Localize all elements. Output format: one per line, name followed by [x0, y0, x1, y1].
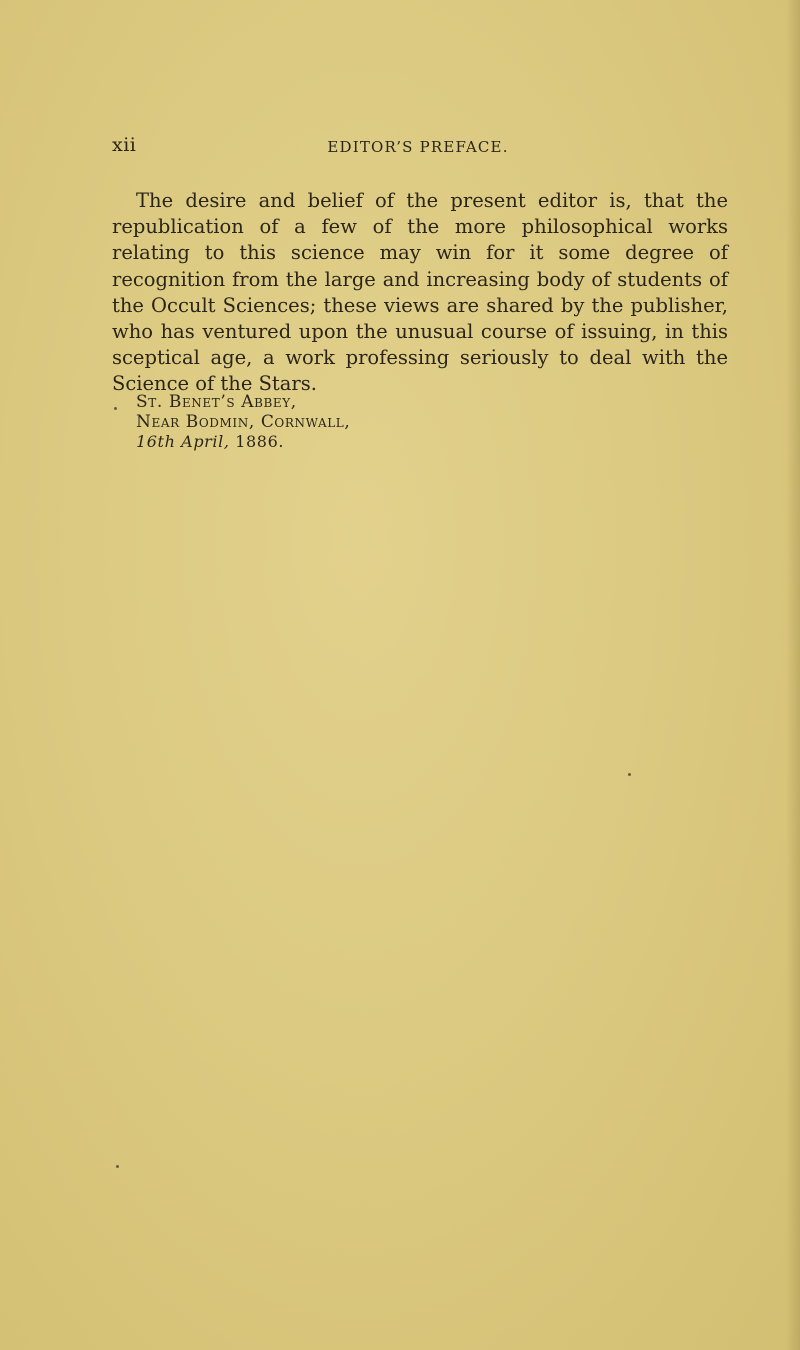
margin-speck — [114, 407, 117, 410]
margin-speck — [116, 1165, 119, 1168]
signature-date-year: 1886. — [229, 432, 285, 451]
running-head: EDITOR’S PREFACE. — [327, 138, 509, 156]
page-number: xii — [112, 134, 137, 156]
signature-location: Near Bodmin, Cornwall, — [136, 412, 351, 432]
signature-date — [136, 432, 350, 452]
margin-speck — [628, 773, 631, 776]
preface-paragraph: The desire and belief of the present editor is, that the republication of a few of the more philosophical works relating to this science may win for it some degree of recognition from the large and increasing body of students of the Occult Sciences; these views are shared by the publisher, who has ventured upon the unusual course of issuing, in this sceptical age, a work professing seriously to deal with the Science of the Stars. — [112, 189, 728, 396]
signature-place: St. Benet’s Abbey, — [136, 392, 297, 412]
signature-date-day: 16th April, — [136, 432, 230, 451]
page-edge-shadow — [786, 0, 800, 1350]
signature-block — [136, 392, 350, 452]
